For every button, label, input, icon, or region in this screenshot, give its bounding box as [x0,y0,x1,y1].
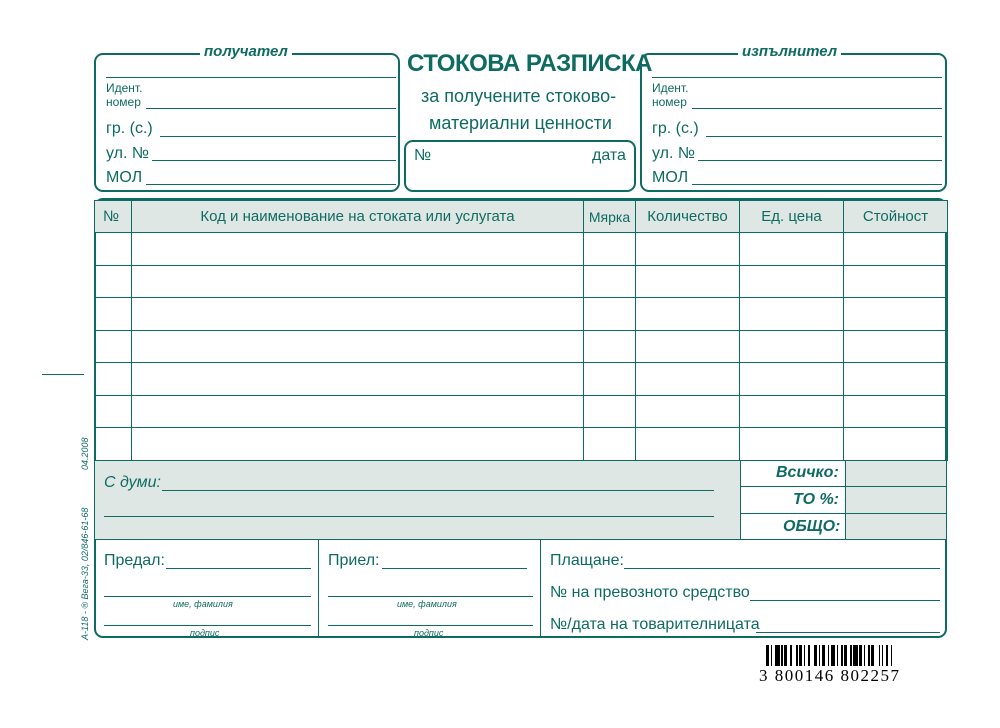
payment-line[interactable] [624,568,940,569]
cell-quantity[interactable] [636,330,740,363]
cell-value[interactable] [844,428,948,461]
table-row [95,330,948,363]
totals-value-area [845,460,946,539]
executor-title: изпълнител [738,43,841,60]
vat-label: ТО %: [793,491,840,508]
totals-row-line-2 [740,513,946,514]
handed-name-line[interactable] [104,596,311,597]
cell-unit[interactable] [584,330,636,363]
executor-mol-label: МОЛ [652,169,689,186]
cell-number[interactable] [95,298,132,331]
document-subtitle-1: за получените стоково- [421,86,617,106]
recipient-title: получател [200,43,292,60]
cell-quantity[interactable] [636,265,740,298]
waybill-label: №/дата на товарителницата [550,616,760,633]
cell-number[interactable] [95,363,132,396]
recipient-street-label: ул. № [106,145,150,162]
cell-value[interactable] [844,265,948,298]
cell-unit-price[interactable] [740,233,844,266]
waybill-line[interactable] [756,632,940,633]
cell-unit-price[interactable] [740,330,844,363]
executor-id-line[interactable] [692,108,942,109]
received-name-caption: име, фамилия [397,599,457,609]
col-header-quantity: Количество [636,201,740,233]
edition-text: 04.2008 [80,437,90,470]
cell-unit[interactable] [584,265,636,298]
recipient-city-line[interactable] [160,136,396,137]
table-row [95,233,948,266]
recipient-id-label-2: номер [106,95,141,109]
cell-name[interactable] [132,428,584,461]
cell-quantity[interactable] [636,298,740,331]
cell-unit[interactable] [584,298,636,331]
recipient-mol-label: МОЛ [106,169,143,186]
executor-id-label-2: номер [652,95,687,109]
cell-unit[interactable] [584,363,636,396]
handed-sign-line[interactable] [104,625,311,626]
cell-value[interactable] [844,395,948,428]
executor-street-line[interactable] [698,160,942,161]
col-header-name: Код и наименование на стоката или услугата [132,201,584,233]
table-row [95,395,948,428]
vehicle-line[interactable] [750,600,940,601]
received-label: Приел: [328,552,380,569]
footer-divider-1 [318,539,319,637]
cell-number[interactable] [95,233,132,266]
totals-top-line [95,460,946,461]
total-label: Всичко: [776,464,839,481]
cell-number[interactable] [95,265,132,298]
totals-label-divider [740,460,741,539]
executor-id-label-1: Идент. [652,81,689,95]
cell-unit-price[interactable] [740,428,844,461]
table-header-row [95,201,948,233]
cell-name[interactable] [132,233,584,266]
recipient-line-top [106,77,396,78]
totals-row-line-1 [740,486,946,487]
payment-label: Плащане: [550,552,624,569]
document-subtitle-2: материални ценности [429,113,612,133]
recipient-city-label: гр. (с.) [106,120,153,137]
recipient-mol-line[interactable] [146,184,396,185]
cell-value[interactable] [844,298,948,331]
cell-unit[interactable] [584,233,636,266]
col-header-unit: Мярка [584,201,636,233]
table-row [95,428,948,461]
table-row [95,298,948,331]
cell-quantity[interactable] [636,395,740,428]
totals-value-divider [845,460,846,539]
executor-street-label: ул. № [652,145,696,162]
handed-sign-caption: подпис [190,628,220,638]
cell-unit-price[interactable] [740,265,844,298]
in-words-line-1[interactable] [162,490,714,491]
col-header-unit-price: Ед. цена [740,201,844,233]
recipient-id-line[interactable] [146,108,396,109]
received-line[interactable] [382,568,527,569]
handed-label: Предал: [104,552,165,569]
received-sign-caption: подпис [414,628,444,638]
date-label: дата [592,147,626,164]
col-header-number: № [95,201,132,233]
fold-mark [42,374,84,375]
grand-total-label: ОБЩО: [783,518,841,535]
in-words-line-2[interactable] [104,516,714,517]
print-code-text: A-118 - ® Вега-33, 02/846-61-68 [80,507,90,640]
in-words-label: С думи: [104,474,161,491]
barcode-digits: 3 800146 802257 [759,666,901,685]
cell-name[interactable] [132,363,584,396]
cell-number[interactable] [95,395,132,428]
cell-name[interactable] [132,298,584,331]
vehicle-label: № на превозното средство [550,584,750,601]
cell-number[interactable] [95,330,132,363]
cell-quantity[interactable] [636,428,740,461]
executor-mol-line[interactable] [692,184,942,185]
recipient-street-line[interactable] [152,160,396,161]
cell-unit-price[interactable] [740,298,844,331]
executor-city-line[interactable] [706,136,942,137]
cell-quantity[interactable] [636,363,740,396]
cell-name[interactable] [132,265,584,298]
cell-quantity[interactable] [636,233,740,266]
cell-value[interactable] [844,330,948,363]
document-title: СТОКОВА РАЗПИСКА [407,50,652,77]
cell-unit[interactable] [584,428,636,461]
cell-unit-price[interactable] [740,395,844,428]
handed-line[interactable] [166,568,311,569]
received-sign-line[interactable] [328,625,533,626]
cell-unit[interactable] [584,395,636,428]
totals-words-area [95,460,740,539]
recipient-id-label-1: Идент. [106,81,143,95]
cell-value[interactable] [844,363,948,396]
footer-divider-2 [540,539,541,637]
table-row [95,363,948,396]
cell-name[interactable] [132,395,584,428]
col-header-value: Стойност [844,201,948,233]
cell-value[interactable] [844,233,948,266]
number-label: № [414,147,432,164]
cell-unit-price[interactable] [740,363,844,396]
totals-bottom-line [95,539,946,540]
cell-name[interactable] [132,330,584,363]
received-name-line[interactable] [328,596,533,597]
executor-line-top [652,77,942,78]
cell-number[interactable] [95,428,132,461]
items-table [94,200,948,461]
executor-city-label: гр. (с.) [652,120,699,137]
handed-name-caption: име, фамилия [173,599,233,609]
table-row [95,265,948,298]
